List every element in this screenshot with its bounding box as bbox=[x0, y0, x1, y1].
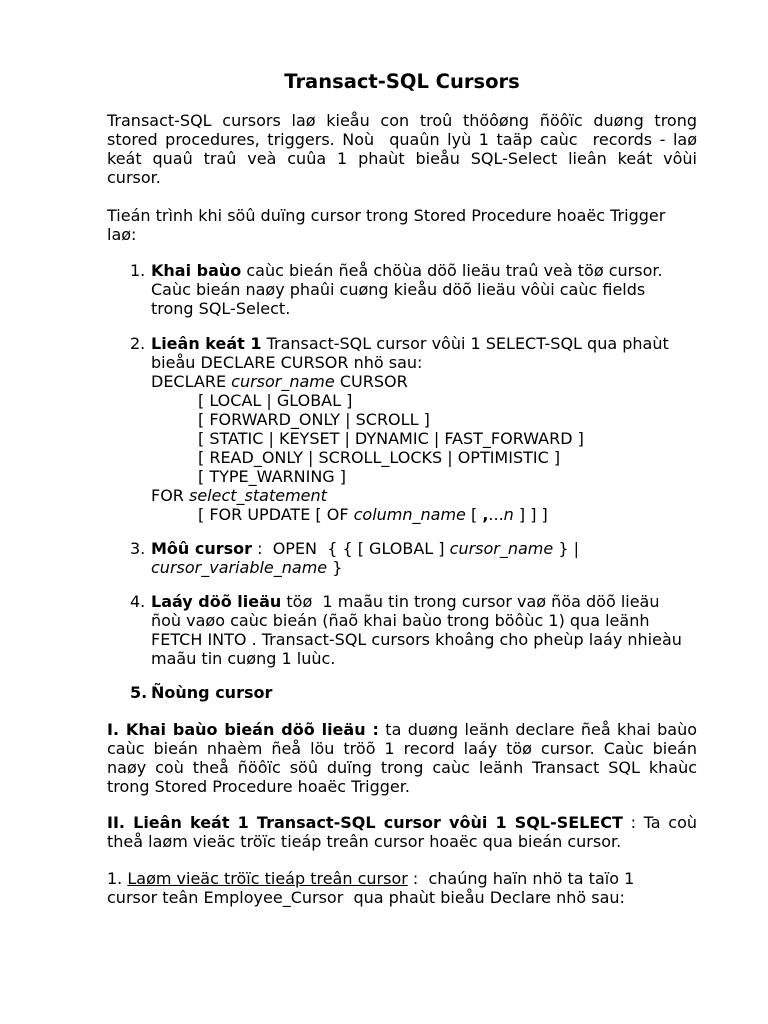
step-text bbox=[151, 592, 697, 668]
syntax-update-line bbox=[151, 505, 697, 524]
step-2 bbox=[130, 334, 697, 524]
syntax-option-line: [ TYPE_WARNING ] bbox=[198, 466, 347, 486]
step-number: 1. bbox=[130, 260, 146, 280]
syntax-for-line bbox=[151, 486, 697, 505]
for-keyword: FOR bbox=[151, 485, 189, 505]
section-rest: ta duøng leänh declare ñeå khai baùo bbox=[378, 719, 698, 739]
section-line bbox=[107, 720, 697, 739]
step-line bbox=[151, 261, 697, 280]
section-heading: I. Khai baùo bieán döõ lieäu : bbox=[107, 719, 379, 739]
step-line bbox=[151, 334, 697, 353]
section-1-paragraph bbox=[107, 720, 697, 796]
step-rest: töø 1 maãu tin trong cursor vaø ñöa döõ lieäu bbox=[281, 591, 660, 611]
step-rest: caùc bieán ñeå chöùa döõ lieäu traû veà töø cursor. bbox=[241, 260, 663, 280]
select-statement-placeholder: select_statement bbox=[189, 485, 327, 505]
process-paragraph bbox=[107, 206, 697, 244]
update-prefix: [ FOR UPDATE [ OF bbox=[198, 504, 354, 524]
step-number: 2. bbox=[130, 333, 146, 353]
step-line: ñoù vaøo caùc bieán (ñaõ khai baùo trong böôùc 1) qua leänh bbox=[151, 610, 650, 630]
subsection-number: 1. bbox=[107, 868, 128, 888]
step-lead: Khai baùo bbox=[151, 260, 242, 280]
syntax-option-line: [ LOCAL | GLOBAL ] bbox=[198, 390, 353, 410]
syntax-declare-line bbox=[151, 372, 697, 391]
syntax-option-line: [ READ_ONLY | SCROLL_LOCKS | OPTIMISTIC ] bbox=[198, 447, 561, 467]
cursor-variable-name-placeholder: cursor_variable_name bbox=[151, 557, 328, 577]
intro-line: stored procedures, triggers. Noù quaûn lyù 1 taäp caùc records - laø bbox=[107, 129, 697, 149]
declare-keyword: DECLARE bbox=[151, 371, 232, 391]
cursor-name-placeholder: cursor_name bbox=[231, 371, 335, 391]
section-2-paragraph bbox=[107, 813, 697, 851]
section-line: theå laøm vieäc tröïc tieáp treân cursor hoaëc qua bieán cursor. bbox=[107, 831, 622, 851]
subsection-line: cursor teân Employee_Cursor qua phaùt bieåu Declare nhö sau: bbox=[107, 887, 625, 907]
step-line: Caùc bieán naøy phaûi cuøng kieåu döõ lieäu vôùi caùc fields bbox=[151, 279, 646, 299]
column-name-placeholder: column_name bbox=[353, 504, 466, 524]
step-number: 5. bbox=[130, 682, 148, 702]
step-number: 4. bbox=[130, 591, 146, 611]
step-lead: Môû cursor bbox=[151, 538, 253, 558]
list-ellipsis: ... bbox=[488, 504, 504, 524]
section-rest: : Ta coù bbox=[622, 812, 697, 832]
intro-line: cursor. bbox=[107, 167, 161, 187]
syntax-option-line: [ STATIC | KEYSET | DYNAMIC | FAST_FORWARD ] bbox=[198, 428, 584, 448]
list-n: n bbox=[503, 504, 514, 524]
list-open: [ bbox=[465, 504, 483, 524]
step-rest: } bbox=[327, 557, 343, 577]
step-line bbox=[151, 683, 697, 702]
step-4 bbox=[130, 592, 697, 668]
intro-line: keát quaû traû veà cuûa 1 phaùt bieåu SQL-Select lieân keát vôùi bbox=[107, 148, 697, 168]
section-heading: II. Lieân keát 1 Transact-SQL cursor vôùi 1 SQL-SELECT bbox=[107, 812, 623, 832]
intro-paragraph bbox=[107, 111, 697, 187]
cursor-keyword: CURSOR bbox=[334, 371, 408, 391]
step-rest: : OPEN { { [ GLOBAL ] bbox=[252, 538, 450, 558]
section-line: trong Stored Procedure hoaëc Trigger. bbox=[107, 776, 410, 796]
update-suffix: ] ] ] bbox=[513, 504, 548, 524]
subsection-line bbox=[107, 869, 697, 888]
step-text bbox=[151, 539, 697, 577]
step-lead: Laáy döõ lieäu bbox=[151, 591, 282, 611]
step-5 bbox=[130, 683, 697, 702]
step-line bbox=[151, 539, 697, 558]
step-line: trong SQL-Select. bbox=[151, 298, 291, 318]
step-1 bbox=[130, 261, 697, 318]
syntax-option-line: [ FORWARD_ONLY | SCROLL ] bbox=[198, 409, 430, 429]
step-3 bbox=[130, 539, 697, 577]
step-line bbox=[151, 592, 697, 611]
section-line: naøy coù theå ñöôïc söû duïng trong caùc leänh Transact SQL khaùc bbox=[107, 757, 697, 777]
step-text bbox=[151, 261, 697, 318]
process-line: Tieán trình khi söû duïng cursor trong Stored Procedure hoaëc Trigger bbox=[107, 205, 666, 225]
list-comma: , bbox=[482, 504, 489, 524]
subsection-underlined-title: Laøm vieäc tröïc tieáp treân cursor bbox=[127, 868, 408, 888]
intro-line: Transact-SQL cursors laø kieåu con troû thöôøng ñöôïc duøng trong bbox=[107, 110, 697, 130]
step-number: 3. bbox=[130, 538, 146, 558]
page-title: Transact-SQL Cursors bbox=[284, 70, 520, 93]
section-line: caùc bieán nhaèm ñeå löu tröõ 1 record laáy töø cursor. Caùc bieán bbox=[107, 738, 697, 758]
step-lead: Lieân keát 1 bbox=[151, 333, 262, 353]
section-line bbox=[107, 813, 697, 832]
cursor-name-placeholder: cursor_name bbox=[449, 538, 554, 558]
step-line: bieåu DECLARE CURSOR nhö sau: bbox=[151, 352, 423, 372]
subsection-rest: : chaúng haïn nhö ta taïo 1 bbox=[407, 868, 635, 888]
step-line: maãu tin cuøng 1 luùc. bbox=[151, 648, 336, 668]
step-rest: Transact-SQL cursor vôùi 1 SELECT-SQL qua phaùt bbox=[261, 333, 669, 353]
subsection-1-paragraph bbox=[107, 869, 697, 907]
step-text bbox=[151, 334, 697, 524]
step-rest: } | bbox=[553, 538, 579, 558]
step-line: FETCH INTO . Transact-SQL cursors khoâng cho pheùp laáy nhieàu bbox=[151, 629, 682, 649]
step-line bbox=[151, 558, 697, 577]
process-line: laø: bbox=[107, 224, 137, 244]
step-text bbox=[151, 683, 697, 702]
step-lead: Ñoùng cursor bbox=[151, 682, 273, 702]
